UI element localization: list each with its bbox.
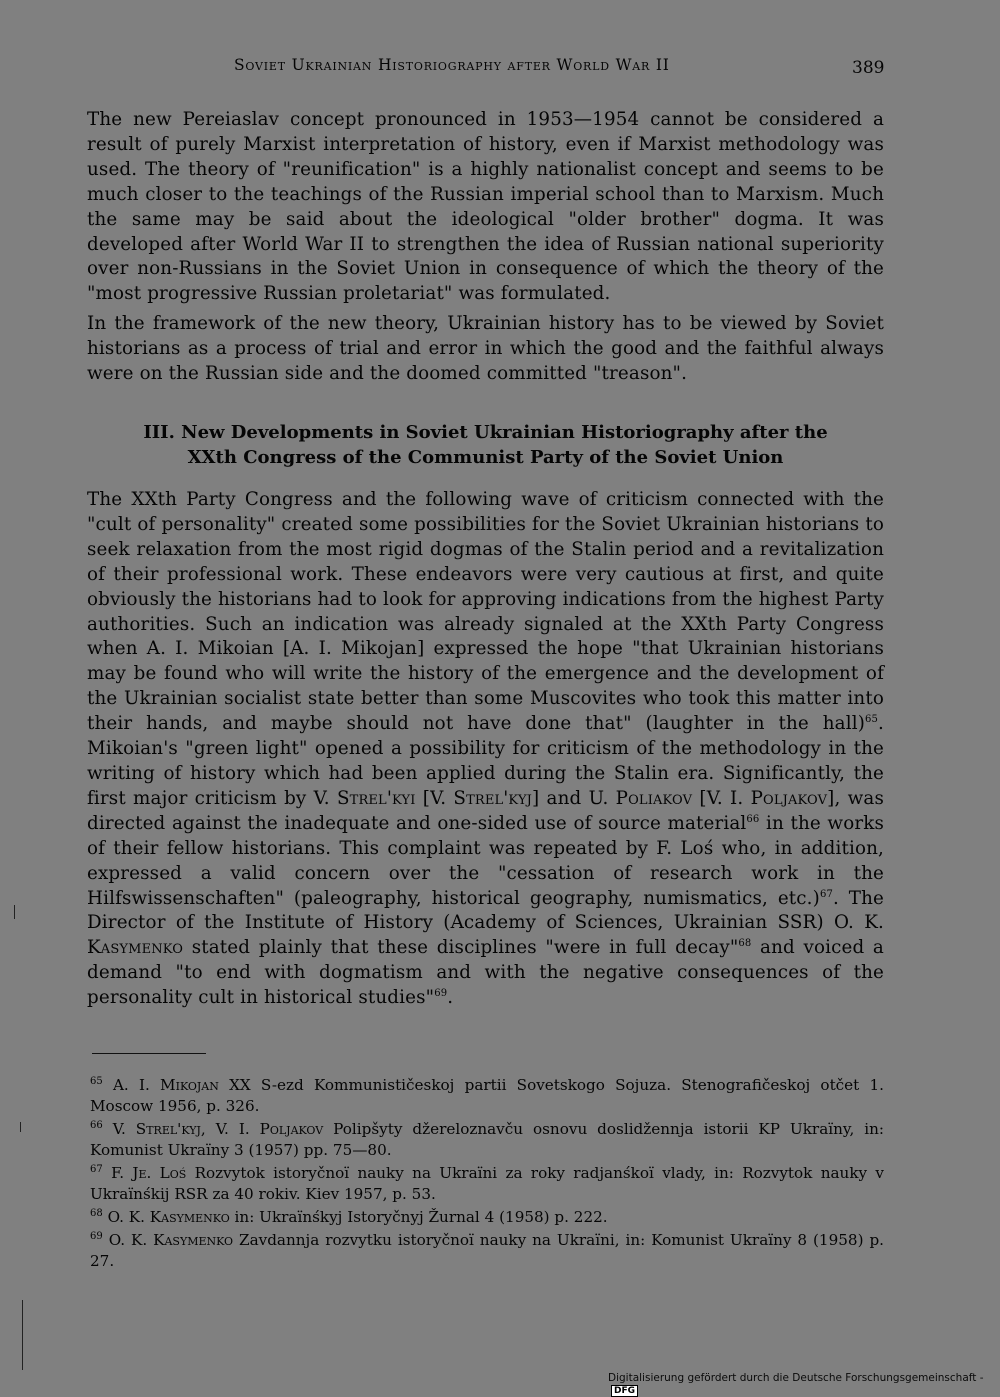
section-heading: [87, 420, 884, 470]
footnote-68: [90, 1207, 884, 1228]
footnote-ref-68: 68: [738, 938, 752, 950]
digitization-credit: [608, 1372, 1000, 1397]
section-heading-line-2: XXth Congress of the Communist Party of the Soviet Union: [187, 447, 784, 468]
footnote-author: O. K. Kasymenko: [107, 1208, 230, 1226]
margin-tick: [20, 1122, 21, 1132]
main-text-10: and voiced a demand "to end with dogmatism and with the negative consequences of the personality cult in historical studies": [87, 937, 884, 1009]
footnote-author: O. K. Kasymenko: [108, 1231, 234, 1249]
footnote-author: A. I. Mikojan: [112, 1076, 219, 1094]
footnote-text: Polipšyty džereloznavču osnovu doslidžennja istorii KP Ukraïny, in: Komunist Ukraïny 3 (1957) pp. 75—80.: [90, 1120, 884, 1159]
dfg-logo: DFG: [611, 1385, 638, 1397]
margin-tick: [14, 905, 15, 919]
main-text-9: stated plainly that these disciplines "were in full decay": [183, 937, 739, 959]
footnote-number: 65: [90, 1075, 103, 1087]
footnote-author: V. Strel'kyj, V. I. Poljakov: [112, 1120, 324, 1138]
footnote-number: 67: [90, 1163, 103, 1175]
main-text-7: in the works of their fellow historians. This complaint was repeated by F. Loś who, in addition, expressed a valid concern over the "cessation of research work in the Hilfswissenschaften" (paleography, historical geography, numismatics, etc.): [87, 812, 885, 909]
footnote-65: [90, 1075, 884, 1117]
main-text-11: .: [447, 987, 454, 1009]
footnote-number: 66: [90, 1119, 103, 1131]
paragraph-2: In the framework of the new theory, Ukrainian history has to be viewed by Soviet historians as a process of trial and error in which the good and the faithful always were on the Russian side and the doomed committed "treason".: [87, 313, 884, 384]
margin-tick: [22, 1300, 23, 1370]
main-text-8: . The Director of the Institute of History (Academy of Sciences, Ukrainian SSR) O. K.: [87, 887, 884, 934]
footnote-ref-65: 65: [865, 714, 879, 726]
author-name: V. Strel'kyi: [313, 787, 416, 809]
author-name: U. Poliakov: [588, 787, 693, 809]
footnote-text: in: Ukraïnśkyj Istoryčnyj Žurnal 4 (1958) p. 222.: [229, 1208, 608, 1226]
footnote-number: 69: [90, 1230, 103, 1242]
footnote-ref-66: 66: [746, 813, 760, 825]
footnote-number: 68: [90, 1207, 103, 1219]
credit-text: Digitalisierung gefördert durch die Deutsche Forschungsgemeinschaft -: [608, 1372, 984, 1384]
footnote-author: F. Je. Loś: [111, 1164, 187, 1182]
author-name: V. I. Poljakov: [706, 787, 828, 809]
author-name: Kasymenko: [87, 937, 184, 959]
footnote-67: [90, 1163, 884, 1205]
running-head: Soviet Ukrainian Historiography after World War II: [234, 56, 670, 74]
footnote-text: XX S-ezd Kommunističeskoj partii Sovetskogo Sojuza. Stenografičeskoj otčet 1. Moscow 1956, p. 326.: [90, 1076, 884, 1115]
paragraph-main: [87, 488, 884, 1011]
main-text-6: ], was directed against the inadequate and one-sided use of source material: [87, 787, 885, 834]
section-heading-line-1: III. New Developments in Soviet Ukrainian Historiography after the: [143, 422, 828, 443]
footnote-text: Zavdannja rozvytku istoryčnoï nauky na Ukraïni, in: Komunist Ukraïny 8 (1958) p. 27.: [90, 1231, 885, 1270]
main-text-1: The XXth Party Congress and the following wave of criticism connected with the "cult of personality" created some possibilities for the Soviet Ukrainian historians to seek relaxation from the most rigid dogmas of the Stalin period and a revitalization of their professional work. These endeavors were very cautious at first, and quite obviously the historians had to look for approving indications from the highest Party authorities. Such an indication was already signaled at the XXth Party Congress when A. I. Mikoian [A. I. Mikojan] expressed the hope "that Ukrainian historians may be found who will write the history of the emergence and the development of the Ukrainian socialist state better than some Muscovites who took this matter into their hands, and maybe should not have done that" (laughter in the hall): [87, 489, 884, 735]
page-number: 389: [852, 58, 885, 78]
footnotes: [90, 1075, 884, 1274]
main-text-3: [: [415, 787, 431, 809]
footnote-66: [90, 1119, 884, 1161]
footnote-ref-67: 67: [819, 888, 833, 900]
footnote-69: [90, 1230, 884, 1272]
footnote-rule: [92, 1053, 206, 1054]
paragraph-1: The new Pereiaslav concept pronounced in 1953—1954 cannot be considered a result of purely Marxist interpretation of history, even if Marxist methodology was used. The theory of "reunification" is a highly nationalist concept and seems to be much closer to the teachings of the Russian imperial school than to Marxism. Much the same may be said about the ideological "older brother" dogma. It was developed after World War II to strengthen the idea of Russian national superiority over non-Russians in the Soviet Union in consequence of which the theory of the "most progressive Russian proletariat" was formulated.: [87, 109, 884, 305]
footnote-ref-69: 69: [434, 988, 448, 1000]
footnote-text: Rozvytok istoryčnoï nauky na Ukraïni za roky radjanśkoï vlady, in: Rozvytok nauky v Ukraïnśkij RSR za 40 rokiv. Kiev 1957, p. 53.: [90, 1164, 884, 1203]
author-name: V. Strel'kyj: [430, 787, 533, 809]
main-text-2: . Mikoian's "green light" opened a possibility for criticism of the methodology in the writing of history which had been applied during the Stalin era. Significantly, the first major criticism by: [87, 713, 884, 809]
main-text-5: [: [692, 787, 707, 809]
main-text-4: ] and: [532, 787, 589, 809]
